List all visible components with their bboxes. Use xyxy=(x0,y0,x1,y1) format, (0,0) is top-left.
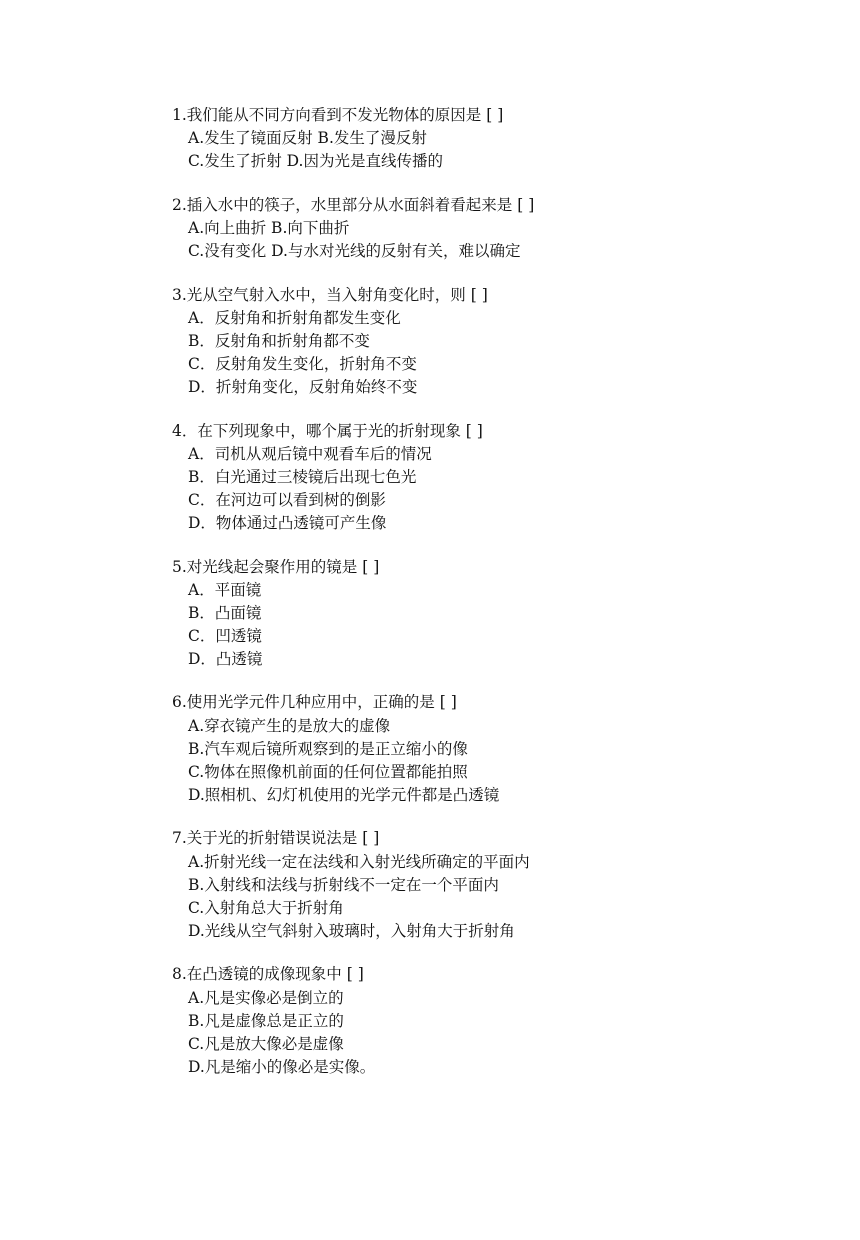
question-stem: 8.在凸透镜的成像现象中 [ ] xyxy=(172,965,364,984)
option-a: A.穿衣镜产生的是放大的虚像 xyxy=(188,716,391,735)
option-c: C.物体在照像机前面的任何位置都能拍照 xyxy=(188,762,468,781)
option-d: D．折射角变化，反射角始终不变 xyxy=(188,377,418,396)
question-stem: 2.插入水中的筷子，水里部分从水面斜着看起来是 [ ] xyxy=(172,195,535,214)
option-b: B.汽车观后镜所观察到的是正立缩小的像 xyxy=(188,739,468,758)
option-b: B.入射线和法线与折射线不一定在一个平面内 xyxy=(188,875,499,894)
option-a: A．平面镜 xyxy=(188,580,262,599)
question-5 xyxy=(172,556,812,671)
option-c: C.凡是放大像必是虚像 xyxy=(188,1034,344,1053)
option-d: D.凡是缩小的像必是实像。 xyxy=(188,1057,376,1076)
question-stem: 3.光从空气射入水中，当入射角变化时，则 [ ] xyxy=(172,285,488,304)
question-stem: 5.对光线起会聚作用的镜是 [ ] xyxy=(172,557,380,576)
option-c: C．凹透镜 xyxy=(188,626,262,645)
question-3 xyxy=(172,284,812,399)
option-line: A.发生了镜面反射 B.发生了漫反射 xyxy=(188,129,427,148)
option-a: A.凡是实像必是倒立的 xyxy=(188,988,344,1007)
option-b: B．反射角和折射角都不变 xyxy=(188,331,370,350)
option-line: A.向上曲折 B.向下曲折 xyxy=(188,218,350,237)
option-c: C．在河边可以看到树的倒影 xyxy=(188,490,386,509)
question-6 xyxy=(172,691,812,806)
option-b: B．凸面镜 xyxy=(188,603,262,622)
option-b: B．白光通过三棱镜后出现七色光 xyxy=(188,467,417,486)
question-4 xyxy=(172,420,812,535)
option-a: A．司机从观后镜中观看车后的情况 xyxy=(188,444,432,463)
question-stem: 6.使用光学元件几种应用中，正确的是 [ ] xyxy=(172,693,457,712)
option-d: D.照相机、幻灯机使用的光学元件都是凸透镜 xyxy=(188,785,500,804)
question-8 xyxy=(172,963,812,1078)
option-c: C．反射角发生变化，折射角不变 xyxy=(188,354,417,373)
option-a: A.折射光线一定在法线和入射光线所确定的平面内 xyxy=(188,852,530,871)
option-b: B.凡是虚像总是正立的 xyxy=(188,1011,344,1030)
question-stem: 7.关于光的折射错误说法是 [ ] xyxy=(172,829,380,848)
option-d: D.光线从空气斜射入玻璃时，入射角大于折射角 xyxy=(188,921,515,940)
option-c: C.入射角总大于折射角 xyxy=(188,898,344,917)
question-1 xyxy=(172,104,812,173)
question-2 xyxy=(172,194,812,263)
option-d: D．凸透镜 xyxy=(188,649,263,668)
exam-page xyxy=(172,104,812,1099)
option-a: A．反射角和折射角都发生变化 xyxy=(188,308,401,327)
question-stem: 1.我们能从不同方向看到不发光物体的原因是 [ ] xyxy=(172,106,504,124)
question-7 xyxy=(172,827,812,942)
question-stem: 4．在下列现象中，哪个属于光的折射现象 [ ] xyxy=(172,421,483,440)
option-d: D．物体通过凸透镜可产生像 xyxy=(188,513,387,532)
option-line: C.发生了折射 D.因为光是直线传播的 xyxy=(188,152,443,171)
option-line: C.没有变化 D.与水对光线的反射有关，难以确定 xyxy=(188,241,521,260)
